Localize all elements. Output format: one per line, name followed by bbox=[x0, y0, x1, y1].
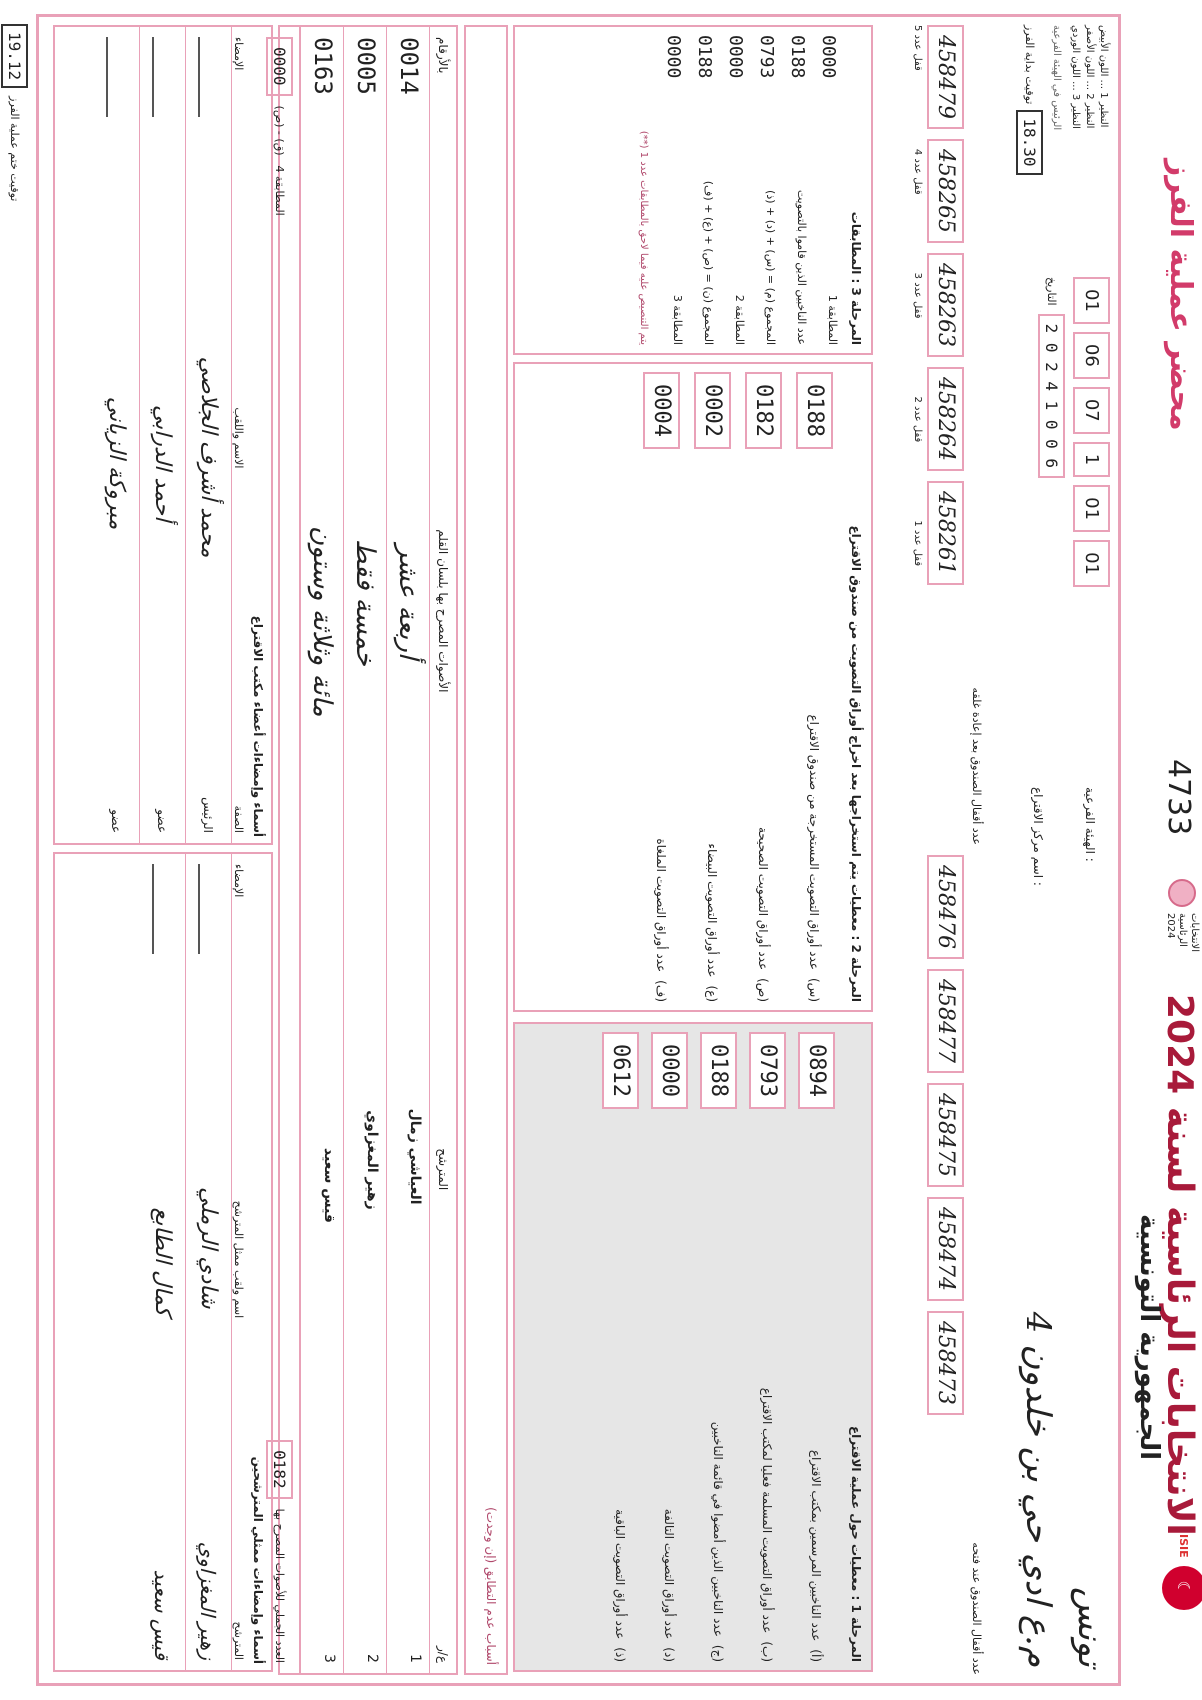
reps-title: أسماء وإمضاءات ممثلي المترشحين bbox=[251, 1456, 265, 1664]
election-logo bbox=[1164, 879, 1200, 973]
reps-col: المترشح bbox=[232, 1621, 245, 1660]
seals-closing-row bbox=[927, 25, 964, 845]
candidates-table bbox=[270, 25, 458, 1675]
seal-value: 458263 bbox=[927, 253, 964, 357]
country-name: الجمهورية التونسية bbox=[1134, 1214, 1164, 1461]
seals-closing-label: عدد أقفال الصندوق بعد إعادة غلقه bbox=[970, 687, 983, 845]
code-bureau-value: 01 bbox=[1081, 289, 1102, 312]
member-signature bbox=[107, 37, 127, 117]
code-delegation bbox=[1073, 387, 1110, 434]
seal-value: 458474 bbox=[927, 1197, 964, 1301]
members-col: الإمضاء bbox=[232, 37, 245, 71]
instance-value: تونس bbox=[1070, 1587, 1110, 1667]
phase1-panel bbox=[513, 1022, 873, 1672]
phase3-label: المطابقة 2 bbox=[733, 294, 746, 345]
candidate-num: 1 bbox=[407, 1654, 423, 1663]
code-office bbox=[1073, 540, 1110, 587]
phase3-value: 0188 bbox=[694, 35, 715, 79]
candidate-num: 2 bbox=[364, 1654, 380, 1663]
seals-closing bbox=[912, 25, 983, 845]
time-box bbox=[1016, 25, 1043, 265]
phase1-code: (د) bbox=[662, 1647, 677, 1662]
phase1-value: 0188 bbox=[700, 1032, 737, 1109]
phase3-row bbox=[663, 35, 684, 345]
phase1-label-text: عدد أوراق التصويت المسلمة فعليا لمكتب الاقتراع bbox=[760, 1387, 775, 1634]
seal-value: 458479 bbox=[927, 25, 964, 129]
rep-signature bbox=[153, 864, 173, 954]
legend-line: النظير 1 ... اللون الأبيض bbox=[1098, 25, 1109, 128]
phase3-label: المجموع (ن) = (ص) + (ع) + (ف) bbox=[702, 180, 715, 345]
candidate-row bbox=[387, 27, 430, 1673]
member-role: عضو bbox=[155, 809, 170, 833]
member-row bbox=[186, 27, 232, 843]
total-value: 0182 bbox=[266, 1440, 293, 1499]
phase2-label-text: عدد أوراق التصويت البيضاء bbox=[705, 843, 720, 978]
center-row bbox=[1018, 787, 1058, 1667]
seals-opening-row bbox=[927, 855, 964, 1675]
isie-logo-text: ISIE bbox=[1177, 1534, 1191, 1558]
member-row bbox=[94, 27, 140, 843]
phase3-label: المجموع (م) = (س) + (د) + (ذ) bbox=[764, 190, 777, 345]
code-municipality bbox=[1073, 442, 1110, 477]
phase1-label bbox=[810, 1450, 824, 1662]
instance-row bbox=[1070, 787, 1110, 1667]
phase1-label bbox=[614, 1509, 628, 1662]
candidate-name: العياشي زمال bbox=[407, 1108, 423, 1205]
center-value: م.ع ادي حي بن خلدون 4 bbox=[1018, 1311, 1058, 1667]
code-office-value: 01 bbox=[1081, 552, 1102, 575]
members-col: الصفة bbox=[232, 805, 245, 833]
phase1-label bbox=[712, 1422, 726, 1662]
phase2-label bbox=[808, 714, 822, 1002]
phase2-row bbox=[643, 372, 680, 1002]
phase3-value: 0793 bbox=[756, 35, 777, 79]
phase1-code: (أ) bbox=[809, 1649, 824, 1662]
isie-logo bbox=[1162, 1534, 1202, 1610]
seal-value: 458265 bbox=[927, 139, 964, 243]
seal-value: 458476 bbox=[927, 855, 964, 959]
phase3-label: المطابقة 1 bbox=[826, 294, 839, 345]
phase3-row bbox=[756, 35, 777, 345]
phase2-label-text: عدد أوراق التصويت الملغاة bbox=[654, 838, 669, 973]
phase2-row bbox=[694, 372, 731, 1002]
phase2-label-text: عدد أوراق التصويت الصحيحة bbox=[756, 827, 771, 971]
seal-value: 458477 bbox=[927, 969, 964, 1073]
phase1-label bbox=[761, 1388, 775, 1662]
phase3-row bbox=[787, 35, 808, 345]
phase1-value: 0612 bbox=[602, 1032, 639, 1109]
rep-name: شادي الرملي bbox=[196, 1187, 221, 1309]
phase3-title: المرحلة 3 : المطابقات bbox=[849, 211, 863, 345]
phase1-label-text: عدد أوراق التصويت التالفة bbox=[662, 1508, 677, 1640]
time-label: توقيت بداية الفرز bbox=[1023, 25, 1036, 105]
member-name: مبروكة الزياني bbox=[104, 396, 129, 530]
phase3-value: 0188 bbox=[787, 35, 808, 79]
phase1-label-text: عدد الناخبين المرسمين بمكتب الاقتراع bbox=[809, 1449, 824, 1642]
phase1-label bbox=[663, 1509, 677, 1662]
phase2-label bbox=[757, 827, 771, 1002]
phase3-panel bbox=[513, 25, 873, 355]
member-signature bbox=[153, 37, 173, 117]
phase1-label-text: عدد أوراق التصويت الباقية bbox=[613, 1509, 628, 1640]
seal-value: 458261 bbox=[927, 481, 964, 585]
time-value: 18.30 bbox=[1016, 110, 1043, 174]
reps-col: الإمضاء bbox=[232, 864, 245, 898]
member-signature bbox=[199, 37, 219, 117]
center-label: اسم مركز الاقتراع : bbox=[1031, 787, 1045, 886]
reps-panel bbox=[53, 852, 273, 1672]
election-logo-text: الانتخابات الرئاسية 2024 bbox=[1165, 913, 1200, 953]
legend-line: النظير 3 ... اللون الوردي bbox=[1070, 25, 1081, 129]
rotated-form bbox=[0, 14, 1202, 1686]
candidates-header-name: المترشح bbox=[436, 1148, 450, 1191]
instance-label: الهيئة الفرعية : bbox=[1083, 787, 1097, 862]
seal-label: قفل عدد 5 bbox=[912, 25, 923, 71]
phase2-code: (ف) bbox=[654, 980, 669, 1002]
rep-name: كمال الطابع bbox=[150, 1207, 175, 1316]
phase3-row bbox=[725, 35, 746, 345]
code-bureau bbox=[1073, 277, 1110, 324]
phase3-label: المطابقة 3 bbox=[671, 294, 684, 345]
phase1-row bbox=[798, 1032, 835, 1662]
form-header bbox=[1126, 14, 1202, 1686]
candidate-words: خمسة فقط bbox=[350, 539, 380, 666]
rep-row bbox=[186, 854, 232, 1670]
candidate-row bbox=[301, 27, 344, 1673]
discrepancy-panel bbox=[464, 25, 508, 1675]
code-delegation-value: 07 bbox=[1081, 398, 1102, 422]
phase3-row bbox=[818, 35, 839, 345]
phase1-title: المرحلة 1 : معطيات حول عملية الاقتراع bbox=[849, 1425, 863, 1662]
seal-label: قفل عدد 1 bbox=[912, 520, 923, 567]
rep-candidate: زهير المغزاوي bbox=[196, 1541, 221, 1660]
code-circo bbox=[1073, 332, 1110, 379]
reps-col: اسم ولقب ممثل المترشح bbox=[232, 1200, 245, 1319]
member-role: الرئيس bbox=[201, 797, 216, 833]
phase2-label-text: عدد أوراق التصويت المستخرجة من صندوق الاقتراع bbox=[807, 714, 822, 970]
rep-signature bbox=[199, 864, 219, 954]
phase2-value: 0002 bbox=[694, 372, 731, 449]
candidates-header-digits: بالأرقام bbox=[436, 37, 450, 74]
code-ref-value: 01 bbox=[1081, 497, 1102, 521]
phase3-value: 0000 bbox=[663, 35, 684, 79]
phase1-value: 0793 bbox=[749, 1032, 786, 1109]
member-row bbox=[140, 27, 186, 843]
seal-label: قفل عدد 2 bbox=[912, 396, 923, 443]
code-ref bbox=[1073, 485, 1110, 532]
phase3-value: 0000 bbox=[725, 35, 746, 79]
phase1-row bbox=[651, 1032, 688, 1662]
phase2-value: 0182 bbox=[745, 372, 782, 449]
seal-labels-row bbox=[912, 25, 923, 845]
phase1-value: 0000 bbox=[651, 1032, 688, 1109]
phase2-value: 0188 bbox=[796, 372, 833, 449]
seal-value: 458473 bbox=[927, 1311, 964, 1415]
phase2-row bbox=[796, 372, 833, 1002]
match4-formula: (ص) - (ق) bbox=[273, 105, 286, 156]
phase3-value: 0000 bbox=[818, 35, 839, 79]
election-logo-icon bbox=[1168, 879, 1196, 907]
date-label: التاريخ bbox=[1045, 277, 1058, 306]
reps-header bbox=[232, 854, 245, 1670]
member-name: محمد أشرف الجلاصي bbox=[196, 356, 221, 558]
member-name: أحمد الدرابي bbox=[150, 404, 175, 522]
candidate-digits: 0005 bbox=[352, 37, 380, 95]
seals-panel bbox=[883, 25, 983, 1675]
form-sheet bbox=[36, 14, 1121, 1686]
phase2-label bbox=[655, 838, 669, 1002]
candidate-digits: 0163 bbox=[309, 37, 337, 95]
code-circo-value: 06 bbox=[1081, 343, 1102, 367]
code-municipality-value: 1 bbox=[1081, 453, 1102, 466]
date-row bbox=[1038, 277, 1065, 777]
report-title: محضر عملية الفرز bbox=[1163, 159, 1198, 431]
match4-value: 0000 bbox=[266, 37, 293, 96]
members-header bbox=[232, 27, 245, 843]
rep-row bbox=[140, 854, 186, 1670]
match4-label: المطابقة 4 bbox=[273, 165, 286, 216]
candidate-words: مائة وثلاثة وستون bbox=[307, 525, 337, 717]
candidate-row bbox=[344, 27, 387, 1673]
end-time-label: توقيت ختم عملية الفرز bbox=[8, 96, 21, 202]
phase1-row bbox=[602, 1032, 639, 1662]
phase1-row bbox=[700, 1032, 737, 1662]
phase1-value: 0894 bbox=[798, 1032, 835, 1109]
member-role: عضو bbox=[109, 809, 124, 833]
phase1-code: (ذ) bbox=[613, 1647, 628, 1662]
codes-row bbox=[1073, 277, 1110, 777]
candidate-name: زهير المغزاوي bbox=[364, 1110, 380, 1210]
candidates-header bbox=[430, 27, 456, 1673]
phase1-code: (ب) bbox=[760, 1641, 775, 1662]
phase2-panel bbox=[513, 362, 873, 1012]
seals-opening-label: عدد أقفال الصندوق عند فتحه bbox=[970, 1542, 983, 1675]
candidate-name: قيس سعيد bbox=[321, 1147, 337, 1223]
phase2-label bbox=[706, 843, 720, 1002]
phase2-title: المرحلة 2 : معطيات يتم استخراجها بعد اخراج أوراق التصويت من صندوق الاقتراع bbox=[849, 525, 863, 1002]
phase2-row bbox=[745, 372, 782, 1002]
seal-label: قفل عدد 4 bbox=[912, 148, 923, 195]
phase3-row bbox=[694, 35, 715, 345]
total-label: العدد الجملي للأصوات المصرح بها bbox=[273, 1508, 286, 1663]
phase2-code: (ع) bbox=[705, 985, 720, 1002]
discrepancy-title: أسباب عدم التطابق (إن وجدت) bbox=[484, 1507, 498, 1665]
legend-lines bbox=[1068, 25, 1110, 265]
phase2-value: 0004 bbox=[643, 372, 680, 449]
phase1-code: (ج) bbox=[711, 1644, 726, 1662]
election-title: الانتخابات الرئاسية لسنة 2024 bbox=[1159, 994, 1200, 1536]
members-panel bbox=[53, 25, 273, 845]
end-time bbox=[1, 24, 28, 201]
legend-line: النظير 2 ... اللون الأصفر bbox=[1084, 25, 1095, 129]
candidates-header-num: ع/ر bbox=[436, 1646, 450, 1663]
phase2-code: (ص) bbox=[756, 978, 771, 1002]
phase3-note: (**) يتم التنصيص عليه فيما لاحق بالمطابقات عدد 1 bbox=[638, 130, 649, 345]
candidate-digits: 0014 bbox=[395, 37, 423, 95]
form-frame bbox=[0, 14, 1202, 1686]
seals-opening bbox=[927, 855, 983, 1675]
seal-value: 458475 bbox=[927, 1083, 964, 1187]
seal-value: 458264 bbox=[927, 367, 964, 471]
phase2-code: (س) bbox=[807, 977, 822, 1002]
phase3-label: عدد الناخبين الذين قاموا بالتصويت bbox=[795, 189, 808, 345]
form-number: 4733 bbox=[1161, 759, 1196, 836]
date-value: 2 0 2 4 1 0 0 6 bbox=[1038, 314, 1065, 479]
codes-panel bbox=[990, 277, 1110, 777]
candidates-header-words: الأصوات المصرح بها بلسان القلم bbox=[436, 529, 450, 693]
phase1-row bbox=[749, 1032, 786, 1662]
seal-label: قفل عدد 3 bbox=[912, 272, 923, 319]
candidate-num: 3 bbox=[321, 1654, 337, 1663]
legend-right: الرئيس في الهيئة الفرعية bbox=[1051, 25, 1062, 131]
left-meta bbox=[990, 25, 1110, 265]
tunisia-flag-icon: ☾ bbox=[1162, 1566, 1202, 1610]
phase1-label-text: عدد الناخبين الذين أمضوا في قائمة الناخبين bbox=[711, 1421, 726, 1637]
rep-candidate: قيس سعيد bbox=[150, 1569, 175, 1660]
members-title: أسماء وإمضاءات أعضاء مكتب الاقتراع bbox=[251, 615, 265, 837]
end-time-value: 19.12 bbox=[1, 24, 28, 88]
members-col: الاسم واللقب bbox=[232, 407, 245, 469]
instance-panel bbox=[990, 787, 1110, 1667]
candidate-words: أربعة عشر bbox=[393, 544, 423, 660]
